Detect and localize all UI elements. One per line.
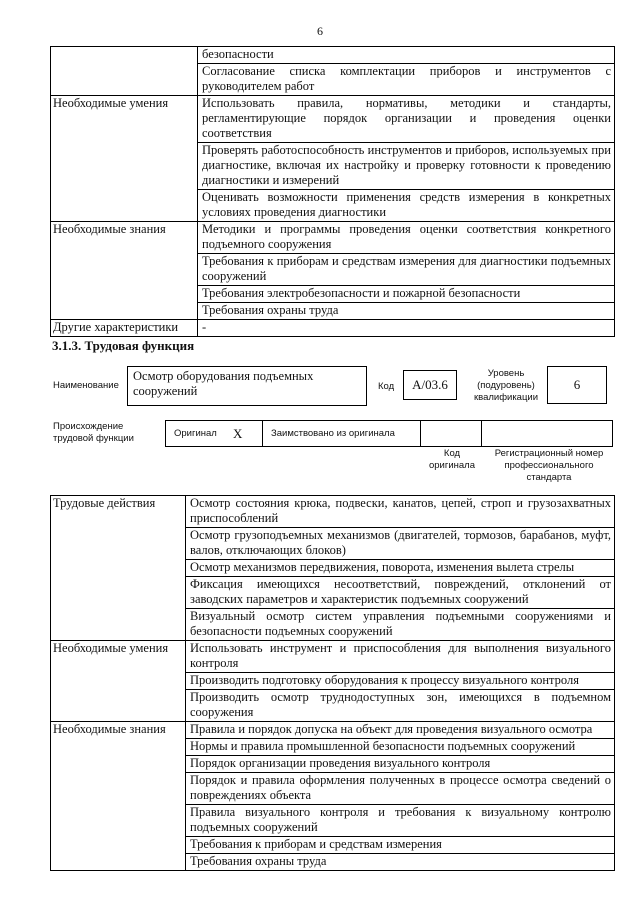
name-label: Наименование xyxy=(53,380,119,391)
origin-row xyxy=(165,420,613,447)
row-item: Производить осмотр труднодоступных зон, имеющихся в подъемном сооружения xyxy=(186,690,615,722)
level-label: Уровень (подуровень) квалификации xyxy=(473,368,539,403)
row-category: Трудовые действия xyxy=(51,496,186,641)
row-item: Осмотр состояния крюка, подвески, канатов, цепей, строп и грузозахватных приспособлений xyxy=(186,496,615,528)
page-number: 6 xyxy=(317,24,323,38)
row-category xyxy=(51,47,198,96)
row-category: Другие характеристики xyxy=(51,320,198,337)
row-item: Требования к приборам и средствам измерения для диагностики подъемных сооружений xyxy=(198,254,615,286)
row-item: Требования охраны труда xyxy=(198,303,615,320)
row-item: Порядок и правила оформления полученных в процессе осмотра сведений о повреждениях объекта xyxy=(186,773,615,805)
original-cell xyxy=(165,420,263,447)
table-row xyxy=(51,96,615,143)
row-item: Проверять работоспособность инструментов и приборов, используемых при диагностике, включая их настройку и проверку готовности к проведению диагностики и измерений xyxy=(198,143,615,190)
code-label: Код xyxy=(378,381,395,392)
origin-label: Происхождение трудовой функции xyxy=(53,421,134,444)
table-row xyxy=(51,320,615,337)
origin-code-caption: Код оригинала xyxy=(428,448,475,471)
row-item: Осмотр грузоподъемных механизмов (двигателей, тормозов, барабанов, муфт, валов, отключающих блоков) xyxy=(186,528,615,560)
row-item: Правила и порядок допуска на объект для проведения визуального осмотра xyxy=(186,722,615,739)
table-row xyxy=(51,496,615,528)
row-item: Использовать правила, нормативы, методики и стандарты, регламентирующие порядок организации и проведения оценки соответствия xyxy=(198,96,615,143)
function-name-field: Осмотр оборудования подъемных сооружений xyxy=(127,366,367,406)
row-item: Фиксация имеющихся несоответствий, повреждений, отклонений от заводских параметров и характеристик подъемных сооружений xyxy=(186,577,615,609)
row-item: Использовать инструмент и приспособления для выполнения визуального контроля xyxy=(186,641,615,673)
table-row xyxy=(51,641,615,673)
reg-number-cell xyxy=(481,420,613,447)
row-item: Согласование списка комплектации приборов и инструментов с руководителем работ xyxy=(198,64,615,96)
function-code-field: А/03.6 xyxy=(403,370,457,400)
reg-number-caption: Регистрационный номер профессионального стандарта xyxy=(494,448,604,483)
row-item: Порядок организации проведения визуального контроля xyxy=(186,756,615,773)
origin-code-cell xyxy=(420,420,482,447)
requirements-table-current xyxy=(50,495,615,871)
row-item: Требования электробезопасности и пожарной безопасности xyxy=(198,286,615,303)
row-item: Методики и программы проведения оценки соответствия конкретного подъемного сооружения xyxy=(198,222,615,254)
table-row xyxy=(51,722,615,739)
table-row xyxy=(51,222,615,254)
row-category: Необходимые умения xyxy=(51,641,186,722)
table-row xyxy=(51,47,615,64)
row-item: Производить подготовку оборудования к процессу визуального контроля xyxy=(186,673,615,690)
row-category: Необходимые умения xyxy=(51,96,198,222)
row-item: Требования охраны труда xyxy=(186,854,615,871)
row-item: безопасности xyxy=(198,47,615,64)
row-item: Требования к приборам и средствам измерения xyxy=(186,837,615,854)
original-mark: X xyxy=(233,426,243,441)
borrowed-cell: Заимствовано из оригинала xyxy=(262,420,421,447)
row-item: Оценивать возможности применения средств измерения в конкретных условиях проведения диагностики xyxy=(198,190,615,222)
row-category: Необходимые знания xyxy=(51,222,198,320)
requirements-table-previous xyxy=(50,46,615,337)
row-item: Осмотр механизмов передвижения, поворота, изменения вылета стрелы xyxy=(186,560,615,577)
section-title: 3.1.3. Трудовая функция xyxy=(52,338,195,353)
original-label: Оригинал xyxy=(174,428,217,439)
row-item: Визуальный осмотр систем управления подъемными сооружениями и безопасности подъемных сооружений xyxy=(186,609,615,641)
row-item: - xyxy=(198,320,615,337)
row-item: Правила визуального контроля и требования к визуальному контролю подъемных сооружений xyxy=(186,805,615,837)
qualification-level-field: 6 xyxy=(547,366,607,404)
row-category: Необходимые знания xyxy=(51,722,186,871)
row-item: Нормы и правила промышленной безопасности подъемных сооружений xyxy=(186,739,615,756)
